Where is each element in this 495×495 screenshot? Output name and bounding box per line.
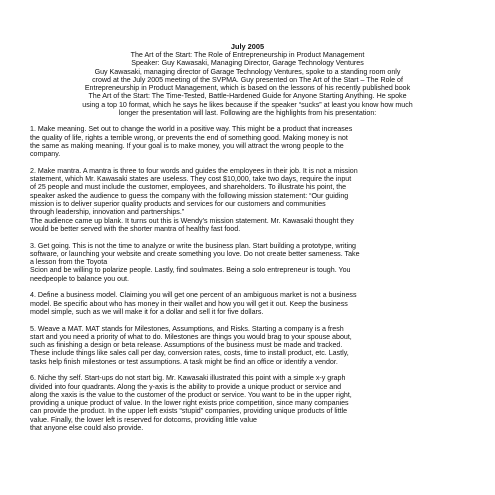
intro-line: crowd at the July 2005 meeting of the SVPMA. Guy presented on The Art of the Start – The Role of [92, 75, 403, 84]
document-header [30, 42, 465, 68]
paragraph-line: 6. Niche thy self. Start-ups do not start big. Mr. Kawasaki illustrated this point with a simple x-y graph [30, 374, 346, 383]
paragraph-line: Scion and be willing to polarize people. Lastly, find soulmates. Being a solo entrepreneur is tough. You [30, 266, 351, 275]
paragraph-line: speaker asked the audience to guess the company with the following mission statement: “Our guiding [30, 191, 349, 200]
paragraph-line: 2. Make mantra. A mantra is three to four words and guides the employees in their job. It is not a mission [30, 166, 358, 175]
paragraph-line: statement, which Mr. Kawasaki states are useless. They cost $10,000, take two days, require the input [30, 175, 352, 184]
paragraph-line: The audience came up blank. It turns out this is Wendy’s mission statement. Mr. Kawasaki thought they [30, 216, 354, 225]
paragraph-line: model. Be specific about who has money in their wallet and how you will get it out. Keep the business [30, 299, 348, 308]
highlight-4-business-model [30, 291, 465, 316]
paragraph-line: that anyone else could also provide. [30, 424, 144, 433]
paragraph-line: divided into four quadrants. Along the y-axis is the ability to provide a unique product or service and [30, 382, 342, 391]
paragraph-line: These include things like sales call per day, conversion rates, costs, time to install product, etc. Lastly, [30, 349, 349, 358]
highlight-1-make-meaning [30, 125, 465, 158]
paragraph-line: 4. Define a business model. Claiming you will get one percent of an ambiguous market is not a business [30, 291, 357, 300]
paragraph-line: providing a unique product of value. In the lower right exists price competition, since many companies [30, 399, 349, 408]
paragraph-line: 5. Weave a MAT. MAT stands for Milestones, Assumptions, and Risks. Starting a company is a fresh [30, 324, 344, 333]
paragraph-line: tasks help finish milestones or test assumptions. A task might be find an office or identify a vendor. [30, 357, 338, 366]
document-date: July 2005 [230, 42, 265, 51]
document-speaker: Speaker: Guy Kawasaki, Managing Director, Garage Technology Ventures [131, 59, 364, 68]
paragraph-line: along the xaxis is the value to the customer of the product or service. You want to be in the upper right, [30, 390, 352, 399]
paragraph-line: 3. Get going. This is not the time to analyze or write the business plan. Start building a prototype, writing [30, 241, 356, 250]
paragraph-line: such as finishing a design or beta release. Assumptions of the business must be made and tracked. [30, 341, 343, 350]
paragraph-line: company. [30, 150, 61, 159]
highlight-2-make-mantra [30, 167, 465, 233]
paragraph-line: would be better served with the shorter mantra of healthy fast food. [30, 224, 241, 233]
paragraph-line: needpeople to balance you out. [30, 274, 130, 283]
paragraph-line: the same as making meaning. If your goal is to make money, you will attract the wrong people to the [30, 141, 344, 150]
intro-line: Guy Kawasaki, managing director of Garage Technology Ventures, spoke to a standing room only [94, 67, 401, 76]
highlight-6-niche-thy-self [30, 374, 465, 432]
intro-line: Entrepreneurship in Product Management, which is based on the lessons of his recently published book [84, 84, 411, 93]
paragraph-line: the quality of life, rights a terrible wrong, or prevents the end of something good. Making money is not [30, 133, 348, 142]
document-title: The Art of the Start: The Role of Entrepreneurship in Product Management [130, 51, 365, 59]
highlight-3-get-going [30, 242, 465, 283]
paragraph-line: through leadership, innovation and partnerships.” [30, 208, 185, 217]
paragraph-line: mission is to deliver superior quality products and services for our customers and communities [30, 200, 326, 209]
paragraph-line: 1. Make meaning. Set out to change the world in a positive way. This might be a product that increases [30, 125, 353, 134]
intro-line: longer the presentation will last. Following are the highlights from his presentation: [118, 109, 377, 118]
paragraph-line: start and you need a priority of what to do. Milestones are things you would brag to your spouse about, [30, 332, 352, 341]
paragraph-line: of 25 people and must include the customer, employees, and shareholders. To illustrate his point, the [30, 183, 347, 192]
paragraph-line: can provide the product. In the upper left exists “stupid” companies, providing unique products of little [30, 407, 348, 416]
intro-line: The Art of the Start: The Time-Tested, Battle-Hardened Guide for Anyone Starting Anything. He spoke [88, 92, 407, 101]
paragraph-line: a lesson from the Toyota [30, 258, 108, 267]
intro-line: using a top 10 format, which he says he likes because if the speaker “sucks” at least you know how much [82, 100, 413, 109]
paragraph-line: value. Finally, the lower left is reserved for dotcoms, providing little value [30, 415, 257, 424]
paragraph-line: model simple, such as we will make it for a dollar and sell it for five dollars. [30, 307, 264, 316]
highlights-list [30, 125, 465, 432]
highlight-5-weave-a-mat [30, 325, 465, 366]
intro-paragraph [30, 68, 465, 118]
paragraph-line: software, or launching your website and create something you love. Do not create better sameness. Take [30, 249, 360, 258]
